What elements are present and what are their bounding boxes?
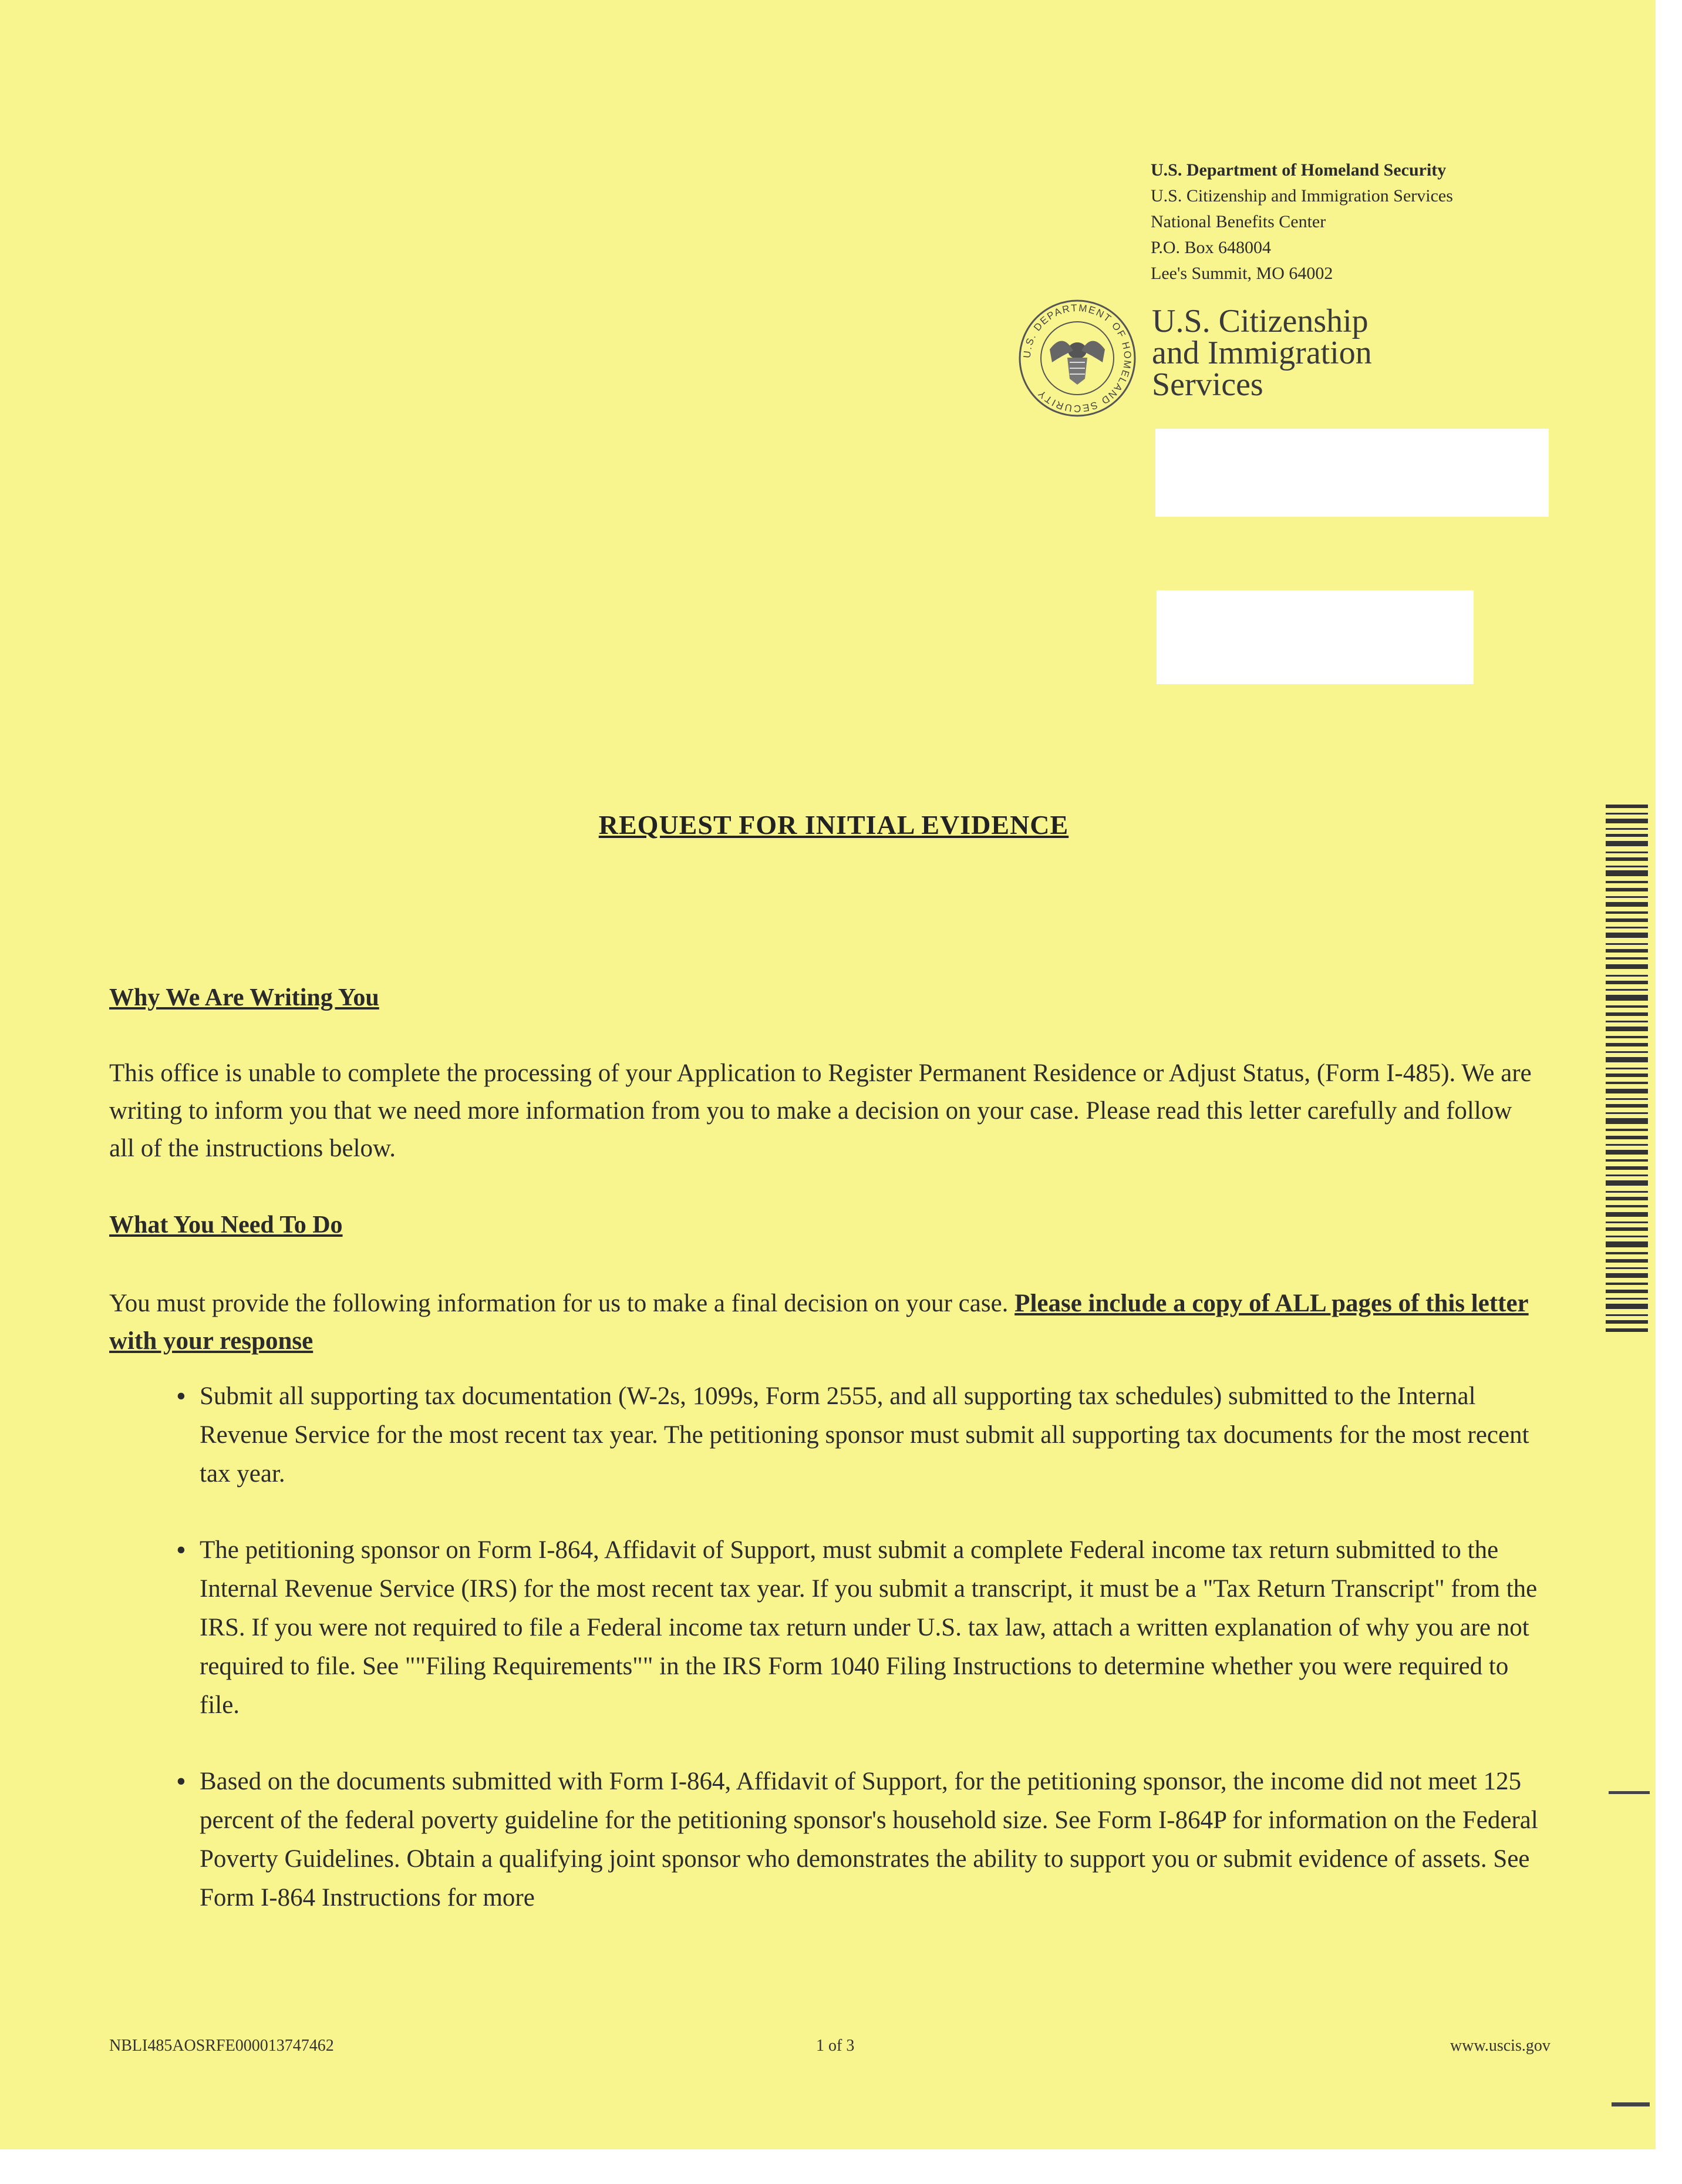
letter-title: REQUEST FOR INITIAL EVIDENCE <box>598 810 1069 840</box>
agency-address-block <box>1151 157 1453 287</box>
document-code: NBLI485AOSRFE000013747462 <box>109 2037 334 2055</box>
uscis-wordmark <box>1152 305 1372 401</box>
redacted-date <box>1157 590 1474 684</box>
address-line: Lee's Summit, MO 64002 <box>1151 264 1333 283</box>
scan-mark <box>1609 1791 1650 1794</box>
intro-emphasis: Please include a copy of ALL pages of this letter with your response <box>109 1290 1529 1355</box>
what-intro-paragraph <box>109 1285 1542 1360</box>
why-paragraph: This office is unable to complete the processing of your Application to Register Permanent Residence or Adjust Status, (Form I-485). We are writing to inform you that we need more information from you to make a decision on your case. Please read this letter carefully and follow all of the instructions below. <box>109 1059 1532 1162</box>
list-item: • The petitioning sponsor on Form I-864, Affidavit of Support, must submit a complete Federal income tax return submitted to the Internal Revenue Service (IRS) for the most recent tax year. If you submit a transcript, it must be a "Tax Return Transcript" from the IRS. If you were not required to file a Federal income tax return under U.S. tax law, attach a written explanation of why you are not required to file. See ""Filing Requirements"" in the IRS Form 1040 Filing Instructions to determine whether you were required to file. <box>176 1531 1538 1725</box>
scan-mark <box>1612 2102 1650 2106</box>
website: www.uscis.gov <box>1450 2037 1550 2055</box>
requirements-list <box>176 1377 1538 1955</box>
section-heading-what: What You Need To Do <box>109 1212 343 1239</box>
wordmark-line: Services <box>1152 366 1263 403</box>
list-item: • Based on the documents submitted with Form I-864, Affidavit of Support, for the petitioning sponsor, the income did not meet 125 percent of the federal poverty guideline for the petitioning sponsor's household size. See Form I-864P for information on the Federal Poverty Guidelines. Obtain a qualifying joint sponsor who demonstrates the ability to support you or submit evidence of assets. See Form I-864 Instructions for more <box>176 1762 1538 1917</box>
list-item: • Submit all supporting tax documentation (W-2s, 1099s, Form 2555, and all supporting tax schedules) submitted to the Internal Revenue Service for the most recent tax year. The petitioning sponsor must submit all supporting tax documents for the most recent tax year. <box>176 1377 1538 1493</box>
seal-text: U.S. DEPARTMENT OF HOMELAND SECURITY <box>1021 302 1134 415</box>
address-line: National Benefits Center <box>1151 212 1326 231</box>
page-number: 1 of 3 <box>816 2037 855 2055</box>
wordmark-line: and Immigration <box>1152 335 1372 371</box>
dhs-seal-icon <box>1016 297 1139 420</box>
department-name: U.S. Department of Homeland Security <box>1151 160 1447 180</box>
address-line: P.O. Box 648004 <box>1151 238 1272 257</box>
redacted-case-number <box>1155 429 1549 517</box>
intro-text: You must provide the following information for us to make a final decision on your case. <box>109 1290 1009 1317</box>
barcode-icon <box>1606 805 1648 1333</box>
address-line: U.S. Citizenship and Immigration Services <box>1151 186 1453 206</box>
section-heading-why: Why We Are Writing You <box>109 984 379 1011</box>
wordmark-line: U.S. Citizenship <box>1152 303 1368 339</box>
